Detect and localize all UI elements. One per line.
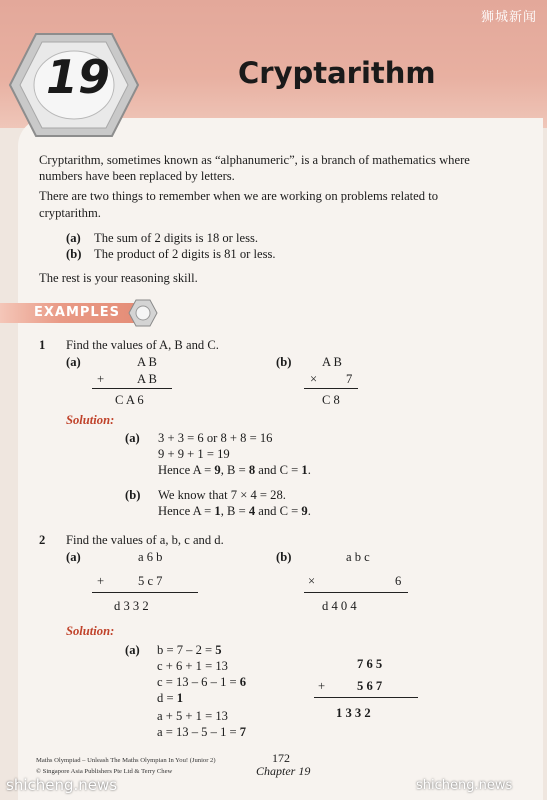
part-mark: (b) [125,488,141,502]
page-title: Cryptarithm [238,56,436,90]
verify-line [314,697,418,698]
chapter-number: 19 [45,50,110,104]
example-prompt: Find the values of A, B and C. [66,338,219,352]
intro-line: Cryptarithm, sometimes known as “alphanumeric”, is a branch of mathematics where [39,153,470,167]
product-row: a b c [346,550,370,564]
part-mark: (a) [125,643,140,657]
product-line [304,592,408,593]
part-mark: (a) [66,550,81,564]
intro-line: There are two things to remember when we are working on problems related to [39,189,439,203]
part-mark: (b) [276,550,292,564]
intro-line: cryptarithm. [39,206,101,220]
rule-text: The product of 2 digits is 81 or less. [94,247,276,261]
solution-line: a = 13 – 5 – 1 = 7 [157,725,247,739]
footer-copyright: © Singapore Asia Publishers Pte Ltd & Terry Chew [36,768,173,775]
product-line [304,388,358,389]
operator: × [310,372,318,386]
sum-line [92,388,172,389]
operator: + [318,679,326,693]
footer-book-title: Maths Olympiad – Unleash The Maths Olympian In You! (Junior 2) [36,757,216,764]
sum-row: A B [137,372,157,386]
sum-result: d 3 3 2 [114,599,149,613]
verify-row: 7 6 5 [357,657,383,671]
solution-line: 9 + 9 + 1 = 19 [158,447,230,461]
solution-line: Hence A = 1, B = 4 and C = 9. [158,504,311,518]
verify-row: 5 6 7 [357,679,383,693]
verify-result: 1 3 3 2 [336,706,371,720]
sum-result: C A 6 [115,393,144,407]
rule-mark: (a) [66,231,81,245]
sum-row: 5 c 7 [138,574,163,588]
part-mark: (b) [276,355,292,369]
example-prompt: Find the values of a, b, c and d. [66,533,224,547]
rule-text: The sum of 2 digits is 18 or less. [94,231,259,245]
solution-line: We know that 7 × 4 = 28. [158,488,286,502]
small-nut-icon [128,298,158,328]
sum-line [92,592,198,593]
footer-credits [36,755,216,777]
product-row: 7 [346,372,353,386]
watermark-bottom-right: shicheng.news [416,778,513,793]
solution-label: Solution: [66,413,115,427]
intro-line: numbers have been replaced by letters. [39,169,235,183]
product-row: A B [322,355,342,369]
part-mark: (a) [66,355,81,369]
solution-line: d = 1 [157,691,183,705]
example-number: 2 [39,533,46,547]
operator: × [308,574,316,588]
intro-line: The rest is your reasoning skill. [39,271,198,285]
example-number: 1 [39,338,46,352]
product-result: C 8 [322,393,340,407]
solution-line: Hence A = 9, B = 8 and C = 1. [158,463,311,477]
page-number: 172 [272,751,290,765]
operator: + [97,574,105,588]
footer-chapter: Chapter 19 [256,764,311,778]
watermark-top: 狮城新闻 [480,10,537,25]
solution-line: c + 6 + 1 = 13 [157,659,228,673]
product-row: 6 [395,574,402,588]
solution-line: 3 + 3 = 6 or 8 + 8 = 16 [158,431,273,445]
rule-mark: (b) [66,247,82,261]
operator: + [97,372,105,386]
solution-line: a + 5 + 1 = 13 [157,709,228,723]
part-mark: (a) [125,431,140,445]
solution-label: Solution: [66,624,115,638]
solution-line: c = 13 – 6 – 1 = 6 [157,675,247,689]
watermark-bottom-left: shicheng.news [6,776,118,794]
sum-row: A B [137,355,157,369]
solution-line: b = 7 – 2 = 5 [157,643,222,657]
examples-label: EXAMPLES [34,305,120,320]
sum-row: a 6 b [138,550,163,564]
product-result: d 4 0 4 [322,599,357,613]
